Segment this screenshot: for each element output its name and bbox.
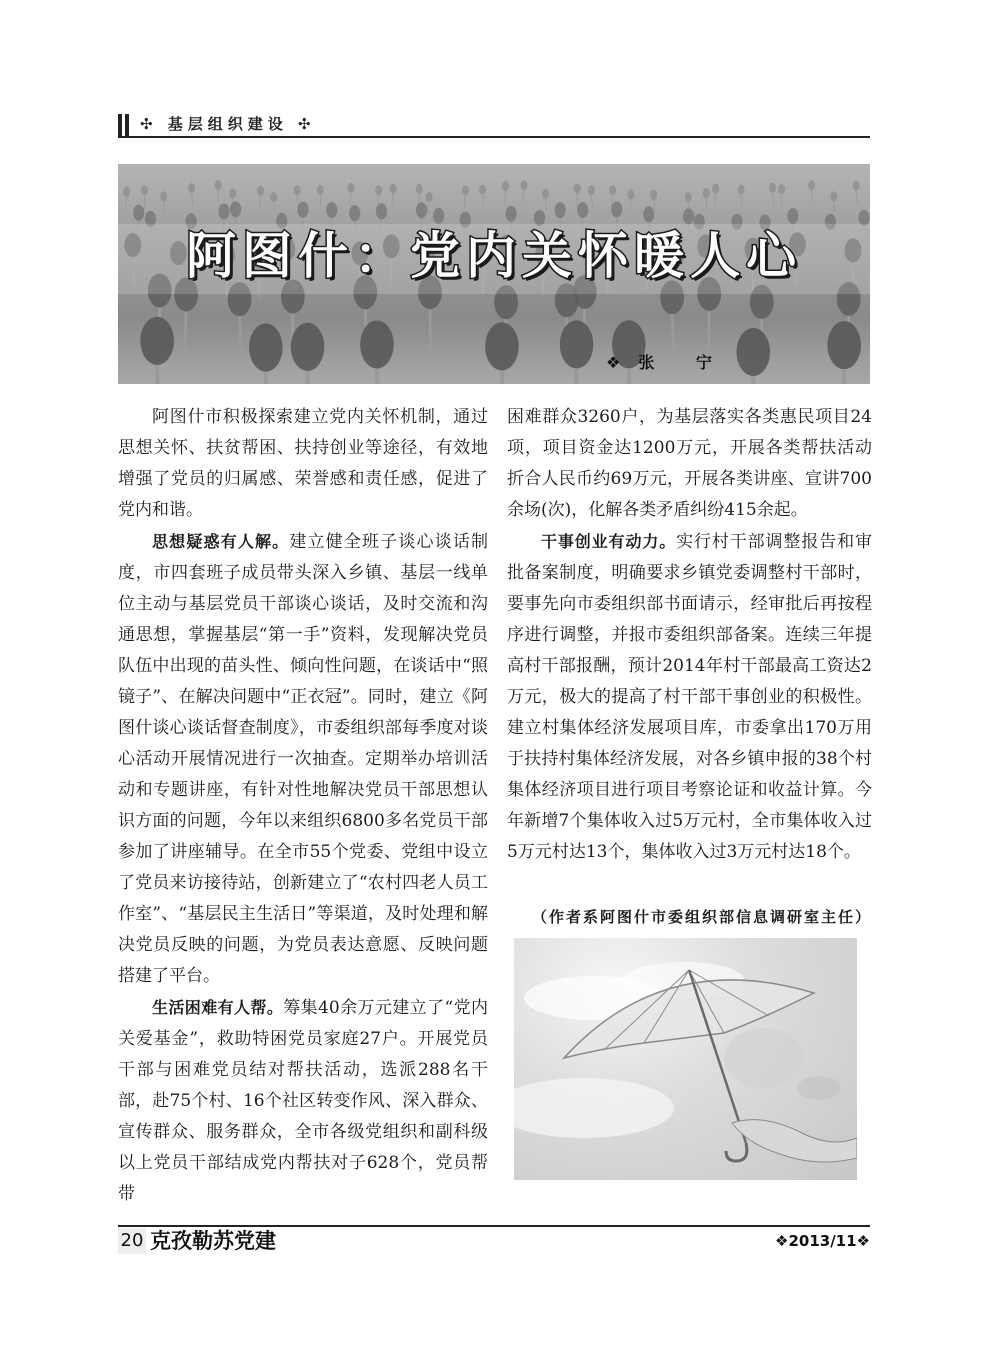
section-paragraph-3 xyxy=(507,526,872,868)
umbrella-photo xyxy=(514,938,857,1180)
section-lead-2: 生活困难有人帮。 xyxy=(152,998,284,1017)
section-paragraph-2 xyxy=(118,992,488,1210)
section-text-2: 筹集40余万元建立了“党内关爱基金”，救助特困党员家庭27户。开展党员干部与困难党员结对帮扶活动，选派288名干部，赴75个村、16个社区转变作风、深入群众、宣传群众、服务群众，全市各级党组织和副科级以上党员干部结成党内帮扶对子628个，党员帮带 xyxy=(118,998,488,1204)
article-author: ❖张 宁 xyxy=(606,353,730,372)
column-right xyxy=(507,402,872,868)
section-lead-3: 干事创业有动力。 xyxy=(541,532,677,551)
section-label: ✣ 基层组织建设 ✣ xyxy=(140,115,316,133)
section-header xyxy=(118,112,870,138)
article-title: 阿图什：党内关怀暖人心 xyxy=(186,227,802,285)
page-number: 20 xyxy=(118,1228,146,1254)
author-byline: （作者系阿图什市委组织部信息调研室主任） xyxy=(531,908,872,926)
column-left xyxy=(118,402,488,1210)
journal-name: 克孜勒苏党建 xyxy=(150,1229,276,1253)
section-paragraph-1 xyxy=(118,526,488,992)
issue-number: ❖2013/11❖ xyxy=(775,1232,870,1250)
section-text-1: 建立健全班子谈心谈话制度，市四套班子成员带头深入乡镇、基层一线单位主动与基层党员干部谈心谈话，及时交流和沟通思想，掌握基层“第一手”资料，发现解决党员队伍中出现的苗头性、倾向性问题，在谈话中“照镜子”、在解决问题中“正衣冠”。同时，建立《阿图什谈心谈话督查制度》，市委组织部每季度对谈心活动开展情况进行一次抽查。定期举办培训活动和专题讲座，有针对性地解决党员干部思想认识方面的问题，今年以来组织6800多名党员干部参加了讲座辅导。在全市55个党委、党组中设立了党员来访接待站，创新建立了“农村四老人员工作室”、“基层民主生活日”等渠道，及时处理和解决党员反映的问题，为党员表达意愿、反映问题搭建了平台。 xyxy=(118,532,488,986)
section-continuation: 困难群众3260户，为基层落实各类惠民项目24项，项目资金达1200万元，开展各类帮扶活动折合人民币约69万元，开展各类讲座、宣讲700余场(次)，化解各类矛盾纠纷415余起。 xyxy=(507,407,872,520)
title-banner xyxy=(118,164,870,384)
section-text-3: 实行村干部调整报告和审批备案制度，明确要求乡镇党委调整村干部时，要事先向市委组织部书面请示，经审批后再按程序进行调整，并报市委组织部备案。连续三年提高村干部报酬，预计2014年村干部最高工资达2万元，极大的提高了村干部干事创业的积极性。建立村集体经济发展项目库，市委拿出170万用于扶持村集体经济发展，对各乡镇申报的38个村集体经济项目进行项目考察论证和收益计算。今年新增7个集体收入过5万元村，全市集体收入过5万元村达13个，集体收入过3万元村达18个。 xyxy=(507,532,872,862)
section-rule xyxy=(118,136,870,138)
umbrella-icon xyxy=(514,938,857,1180)
section-marker-icon xyxy=(118,114,132,136)
section-lead-1: 思想疑惑有人解。 xyxy=(152,532,290,551)
intro-paragraph: 阿图什市积极探索建立党内关怀机制，通过思想关怀、扶贫帮困、扶持创业等途径，有效地增强了党员的归属感、荣誉感和责任感，促进了党内和谐。 xyxy=(118,407,488,520)
